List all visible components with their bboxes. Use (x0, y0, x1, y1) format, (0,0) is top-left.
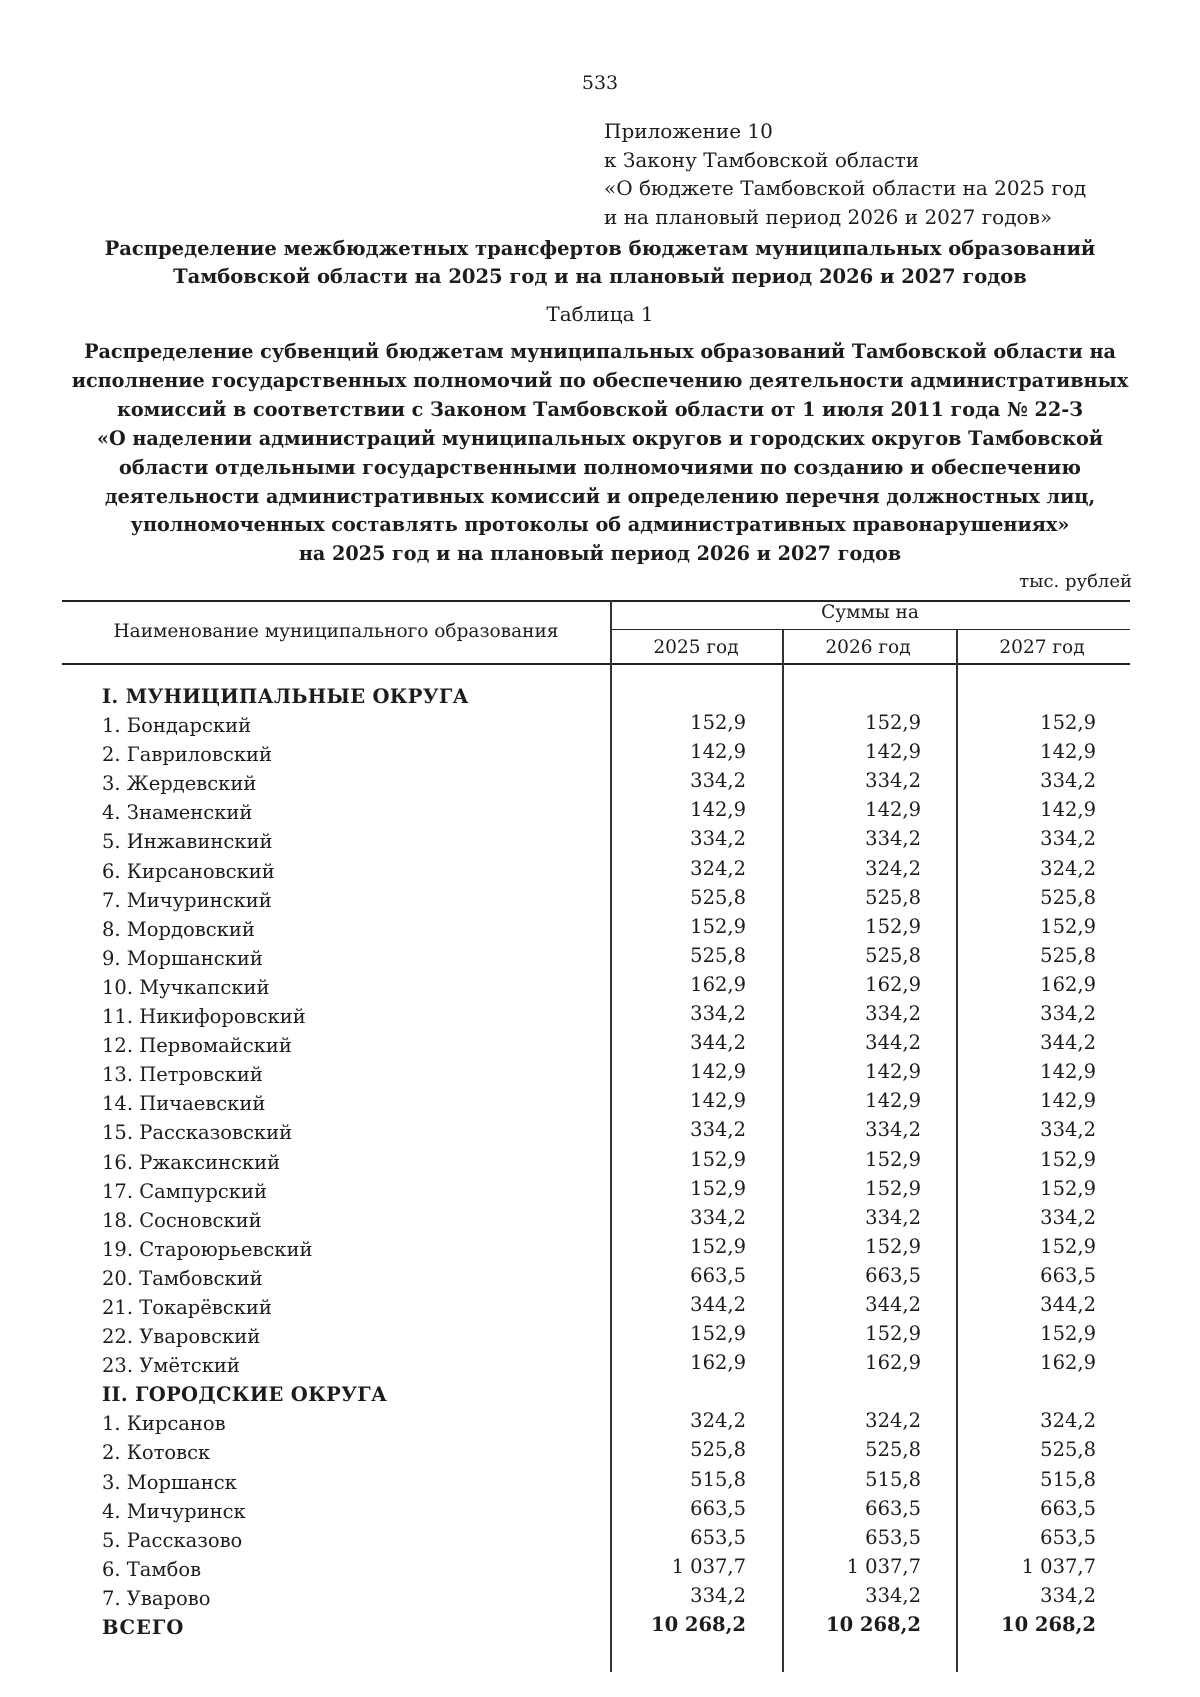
row-name: 15. Рассказовский (102, 1121, 293, 1145)
row-value-2025: 525,8 (690, 885, 746, 909)
table-row (0, 798, 1200, 827)
row-value-2025: 324,2 (690, 856, 746, 880)
table-row (0, 1235, 1200, 1264)
row-value-2025: 142,9 (690, 1060, 746, 1084)
row-value-2027: 344,2 (1040, 1292, 1096, 1316)
row-name: 11. Никифоровский (102, 1005, 306, 1029)
row-name: 18. Сосновский (102, 1208, 262, 1232)
row-value-2026: 515,8 (865, 1467, 921, 1491)
row-value-2025: 324,2 (690, 1409, 746, 1433)
row-value-2026: 525,8 (865, 885, 921, 909)
row-value-2027: 152,9 (1040, 1234, 1096, 1258)
row-value-2026: 324,2 (865, 1409, 921, 1433)
row-value-2027: 334,2 (1040, 827, 1096, 851)
row-value-2025: 152,9 (690, 1176, 746, 1200)
row-value-2026: 334,2 (865, 1118, 921, 1142)
row-name: 1. Кирсанов (102, 1412, 226, 1436)
row-name: 7. Уварово (102, 1586, 211, 1610)
header-sums-rule (610, 629, 1130, 630)
row-name: II. ГОРОДСКИЕ ОКРУГА (102, 1383, 388, 1407)
row-name: 17. Сампурский (102, 1179, 267, 1203)
row-value-2027: 334,2 (1040, 769, 1096, 793)
header-year-2025: 2025 год (653, 637, 739, 658)
row-value-2026: 152,9 (865, 1176, 921, 1200)
row-value-2025: 152,9 (690, 914, 746, 938)
main-title-line: Тамбовской области на 2025 год и на плановый период 2026 и 2027 годов (173, 265, 1027, 288)
row-value-2027: 324,2 (1040, 856, 1096, 880)
row-name: I. МУНИЦИПАЛЬНЫЕ ОКРУГА (102, 685, 469, 708)
row-value-2026: 653,5 (865, 1525, 921, 1549)
row-value-2025: 152,9 (690, 1234, 746, 1258)
row-name: 2. Котовск (102, 1441, 211, 1465)
row-value-2027: 152,9 (1040, 711, 1096, 735)
row-value-2026: 10 268,2 (826, 1613, 921, 1636)
row-name: 4. Знаменский (102, 801, 253, 825)
section-row (0, 682, 1200, 711)
row-value-2026: 142,9 (865, 740, 921, 764)
row-value-2025: 525,8 (690, 1438, 746, 1462)
table-row (0, 1584, 1200, 1613)
row-value-2026: 344,2 (865, 1292, 921, 1316)
row-value-2027: 525,8 (1040, 1438, 1096, 1462)
row-name: 23. Умётский (102, 1354, 240, 1378)
row-name: 3. Жердевский (102, 772, 257, 796)
row-value-2026: 152,9 (865, 1147, 921, 1171)
row-name: 12. Первомайский (102, 1034, 292, 1058)
row-value-2025: 334,2 (690, 1205, 746, 1229)
row-value-2025: 663,5 (690, 1496, 746, 1520)
header-year-2026: 2026 год (825, 637, 911, 658)
row-value-2027: 142,9 (1040, 798, 1096, 822)
row-value-2026: 324,2 (865, 856, 921, 880)
row-value-2027: 334,2 (1040, 1118, 1096, 1142)
table-row (0, 1409, 1200, 1438)
row-value-2025: 653,5 (690, 1525, 746, 1549)
header-bottom-rule (62, 663, 1130, 665)
row-name: 10. Мучкапский (102, 975, 270, 999)
row-value-2027: 152,9 (1040, 1147, 1096, 1171)
table-title-line: исполнение государственных полномочий по обеспечению деятельности административных (71, 368, 1129, 392)
row-value-2025: 344,2 (690, 1292, 746, 1316)
appendix-line: «О бюджете Тамбовской области на 2025 год (604, 176, 1087, 200)
row-value-2027: 663,5 (1040, 1496, 1096, 1520)
table-row (0, 1293, 1200, 1322)
appendix-block (604, 117, 1086, 231)
table-title-line: комиссий в соответствии с Законом Тамбовской области от 1 июля 2011 года № 22-З (116, 397, 1084, 421)
row-value-2026: 334,2 (865, 1583, 921, 1607)
row-value-2025: 663,5 (690, 1263, 746, 1287)
row-name: 1. Бондарский (102, 714, 252, 738)
row-name: 21. Токарёвский (102, 1295, 272, 1319)
row-value-2026: 334,2 (865, 769, 921, 793)
table-title-line: Распределение субвенций бюджетам муниципальных образований Тамбовской области на (84, 340, 1116, 363)
row-name: 13. Петровский (102, 1063, 263, 1087)
row-value-2026: 334,2 (865, 1205, 921, 1229)
section-row (0, 1380, 1200, 1409)
table-title-line: области отдельными государственными полномочиями по созданию и обеспечению (119, 455, 1081, 479)
row-value-2027: 344,2 (1040, 1031, 1096, 1055)
page-number: 533 (581, 72, 619, 94)
table-row (0, 1322, 1200, 1351)
row-value-2027: 10 268,2 (1001, 1613, 1096, 1636)
table-title (40, 338, 1160, 569)
row-name: 5. Рассказово (102, 1528, 243, 1552)
row-value-2027: 142,9 (1040, 1089, 1096, 1113)
row-value-2025: 334,2 (690, 769, 746, 793)
row-value-2026: 344,2 (865, 1031, 921, 1055)
appendix-line: Приложение 10 (604, 119, 773, 143)
table-row (0, 1497, 1200, 1526)
row-name: 14. Пичаевский (102, 1092, 266, 1116)
row-value-2026: 142,9 (865, 798, 921, 822)
row-value-2027: 525,8 (1040, 885, 1096, 909)
table-title-line: на 2025 год и на плановый период 2026 и 2027 годов (298, 542, 902, 566)
row-value-2027: 515,8 (1040, 1467, 1096, 1491)
units-label: тыс. рублей (1019, 571, 1132, 592)
table-row (0, 1177, 1200, 1206)
table-row (0, 944, 1200, 973)
row-value-2027: 1 037,7 (1021, 1554, 1096, 1578)
row-value-2025: 525,8 (690, 943, 746, 967)
row-name: 3. Моршанск (102, 1470, 237, 1494)
table-row (0, 740, 1200, 769)
row-name: 16. Ржаксинский (102, 1150, 281, 1174)
row-value-2025: 10 268,2 (651, 1613, 746, 1636)
main-title-line: Распределение межбюджетных трансфертов бюджетам муниципальных образований (104, 237, 1096, 260)
row-value-2026: 1 037,7 (846, 1554, 921, 1578)
table-row (0, 1438, 1200, 1467)
row-value-2026: 334,2 (865, 827, 921, 851)
row-value-2027: 152,9 (1040, 1176, 1096, 1200)
row-value-2027: 142,9 (1040, 1060, 1096, 1084)
appendix-line: и на плановый период 2026 и 2027 годов» (604, 204, 1053, 229)
table-row (0, 1118, 1200, 1147)
row-value-2026: 152,9 (865, 711, 921, 735)
appendix-line: к Закону Тамбовской области (604, 147, 920, 172)
row-value-2027: 152,9 (1040, 1322, 1096, 1346)
table-row (0, 1002, 1200, 1031)
row-value-2025: 162,9 (690, 1351, 746, 1375)
row-value-2027: 334,2 (1040, 1583, 1096, 1607)
table-row (0, 1089, 1200, 1118)
row-value-2025: 152,9 (690, 1322, 746, 1346)
row-value-2025: 1 037,7 (671, 1554, 746, 1578)
header-sums-cell: Суммы на (821, 602, 919, 623)
table-title-line: уполномоченных составлять протоколы об административных правонарушениях» (130, 513, 1070, 537)
header-name-cell: Наименование муниципального образования (113, 621, 559, 642)
row-name: 19. Староюрьевский (102, 1237, 313, 1261)
row-value-2025: 152,9 (690, 711, 746, 735)
row-value-2027: 162,9 (1040, 1351, 1096, 1375)
table-row (0, 1206, 1200, 1235)
row-value-2026: 663,5 (865, 1263, 921, 1287)
row-value-2025: 515,8 (690, 1467, 746, 1491)
row-value-2025: 142,9 (690, 798, 746, 822)
row-value-2026: 152,9 (865, 1322, 921, 1346)
header-year-2027: 2027 год (999, 637, 1085, 658)
row-value-2025: 142,9 (690, 740, 746, 764)
row-value-2027: 324,2 (1040, 1409, 1096, 1433)
row-name: ВСЕГО (102, 1616, 185, 1639)
row-value-2026: 162,9 (865, 1351, 921, 1375)
row-name: 2. Гавриловский (102, 743, 273, 767)
table-title-line: «О наделении администраций муниципальных округов и городских округов Тамбовской (96, 426, 1104, 450)
table-row (0, 1555, 1200, 1584)
row-value-2025: 152,9 (690, 1147, 746, 1171)
row-value-2027: 162,9 (1040, 972, 1096, 996)
table-row (0, 1148, 1200, 1177)
table-row (0, 1264, 1200, 1293)
row-value-2027: 152,9 (1040, 914, 1096, 938)
total-row (0, 1613, 1200, 1642)
main-title (60, 235, 1140, 291)
row-value-2026: 152,9 (865, 914, 921, 938)
row-value-2026: 334,2 (865, 1002, 921, 1026)
row-value-2025: 334,2 (690, 827, 746, 851)
row-name: 6. Кирсановский (102, 859, 275, 883)
table-body (0, 682, 1200, 1642)
row-name: 9. Моршанский (102, 946, 263, 970)
table-row (0, 769, 1200, 798)
row-value-2027: 334,2 (1040, 1002, 1096, 1026)
table-row (0, 711, 1200, 740)
row-value-2025: 344,2 (690, 1031, 746, 1055)
row-value-2025: 334,2 (690, 1118, 746, 1142)
row-value-2027: 142,9 (1040, 740, 1096, 764)
row-value-2025: 142,9 (690, 1089, 746, 1113)
table-row (0, 857, 1200, 886)
row-value-2026: 525,8 (865, 943, 921, 967)
row-value-2025: 334,2 (690, 1002, 746, 1026)
row-name: 6. Тамбов (102, 1557, 202, 1581)
table-row (0, 1526, 1200, 1555)
table-row (0, 915, 1200, 944)
table-title-line: деятельности административных комиссий и определению перечня должностных лиц, (104, 484, 1096, 508)
table-row (0, 1031, 1200, 1060)
row-value-2026: 525,8 (865, 1438, 921, 1462)
row-value-2025: 334,2 (690, 1583, 746, 1607)
row-name: 5. Инжавинский (102, 830, 273, 854)
table-row (0, 1351, 1200, 1380)
row-value-2026: 142,9 (865, 1060, 921, 1084)
row-name: 4. Мичуринск (102, 1499, 246, 1523)
row-value-2026: 162,9 (865, 972, 921, 996)
row-name: 20. Тамбовский (102, 1266, 263, 1290)
table-row (0, 886, 1200, 915)
row-name: 8. Мордовский (102, 917, 255, 941)
row-value-2026: 142,9 (865, 1089, 921, 1113)
row-value-2027: 663,5 (1040, 1263, 1096, 1287)
table-row (0, 1060, 1200, 1089)
table-row (0, 827, 1200, 856)
row-value-2027: 653,5 (1040, 1525, 1096, 1549)
row-value-2027: 525,8 (1040, 943, 1096, 967)
row-name: 7. Мичуринский (102, 888, 272, 912)
row-value-2026: 663,5 (865, 1496, 921, 1520)
table-row (0, 973, 1200, 1002)
table-label: Таблица 1 (546, 302, 654, 326)
row-value-2027: 334,2 (1040, 1205, 1096, 1229)
table-row (0, 1468, 1200, 1497)
row-name: 22. Уваровский (102, 1325, 261, 1349)
row-value-2025: 162,9 (690, 972, 746, 996)
row-value-2026: 152,9 (865, 1234, 921, 1258)
